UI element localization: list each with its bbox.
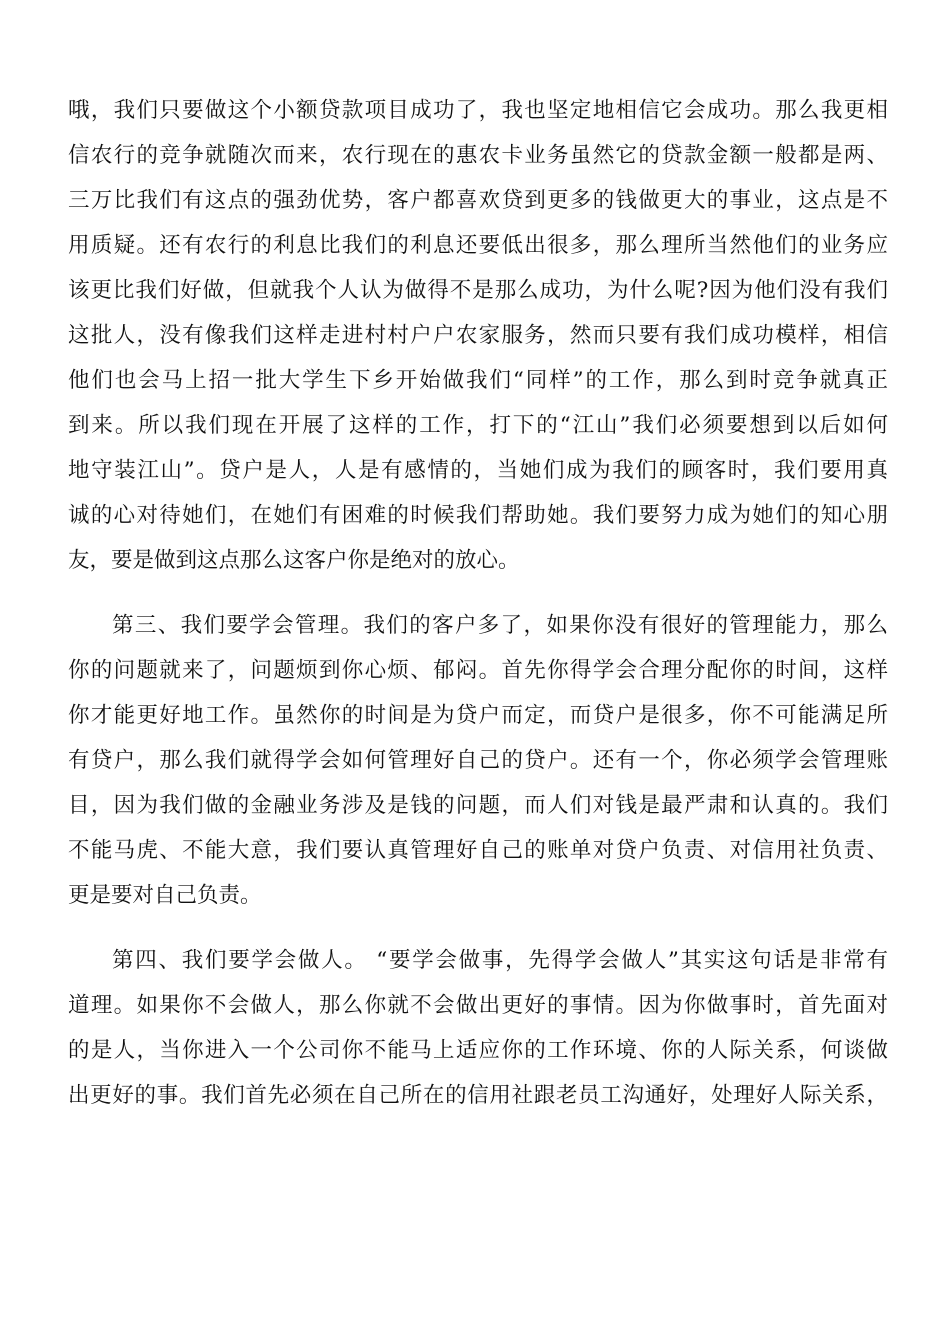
text-line: 道理。如果你不会做人，那么你就不会做出更好的事情。因为你做事时，首先面对 (68, 993, 888, 1018)
text-line: 的是人，当你进入一个公司你不能马上适应你的工作环境、你的人际关系，何谈做 (68, 1038, 888, 1063)
text-line: 哦，我们只要做这个小额贷款项目成功了，我也坚定地相信它会成功。那么我更相 (68, 98, 888, 123)
text-line: 你才能更好地工作。虽然你的时间是为贷户而定，而贷户是很多，你不可能满足所 (68, 703, 888, 728)
paragraph-spacer (68, 918, 888, 938)
text-line: 三万比我们有这点的强劲优势，客户都喜欢贷到更多的钱做更大的事业，这点是不 (68, 188, 888, 213)
text-line: 有贷户，那么我们就得学会如何管理好自己的贷户。还有一个，你必须学会管理账 (68, 748, 888, 773)
document-page (68, 88, 888, 1118)
text-line: 友，要是做到这点那么这客户你是绝对的放心。 (68, 548, 520, 573)
text-line: 该更比我们好做，但就我个人认为做得不是那么成功，为什么呢?因为他们没有我们 (68, 278, 888, 303)
text-line: 他们也会马上招一批大学生下乡开始做我们“同样”的工作，那么到时竞争就真正 (68, 368, 888, 393)
text-line: 信农行的竞争就随次而来，农行现在的惠农卡业务虽然它的贷款金额一般都是两、 (68, 143, 888, 168)
text-line: 用质疑。还有农行的利息比我们的利息还要低出很多，那么理所当然他们的业务应 (68, 233, 888, 258)
paragraph-spacer (68, 583, 888, 603)
text-line: 第三、我们要学会管理。我们的客户多了，如果你没有很好的管理能力，那么 (112, 613, 888, 638)
text-line: 到来。所以我们现在开展了这样的工作，打下的“江山”我们必须要想到以后如何 (68, 413, 888, 438)
text-line: 出更好的事。我们首先必须在自己所在的信用社跟老员工沟通好，处理好人际关系， (68, 1083, 888, 1108)
text-line: 第四、我们要学会做人。 “要学会做事，先得学会做人”其实这句话是非常有 (112, 948, 888, 973)
text-line: 目，因为我们做的金融业务涉及是钱的问题，而人们对钱是最严肃和认真的。我们 (68, 793, 888, 818)
text-line: 诚的心对待她们，在她们有困难的时候我们帮助她。我们要努力成为她们的知心朋 (68, 503, 888, 528)
text-line: 你的问题就来了，问题烦到你心烦、郁闷。首先你得学会合理分配你的时间，这样 (68, 658, 888, 683)
text-line: 地守装江山”。贷户是人，人是有感情的，当她们成为我们的顾客时，我们要用真 (68, 458, 888, 483)
paragraph-2 (68, 603, 888, 918)
text-line: 不能马虎、不能大意，我们要认真管理好自己的账单对贷户负责、对信用社负责、 (68, 838, 888, 863)
text-line: 更是要对自己负责。 (68, 883, 262, 908)
paragraph-3 (68, 938, 888, 1118)
paragraph-1 (68, 88, 888, 583)
text-line: 这批人，没有像我们这样走进村村户户农家服务，然而只要有我们成功模样，相信 (68, 323, 888, 348)
